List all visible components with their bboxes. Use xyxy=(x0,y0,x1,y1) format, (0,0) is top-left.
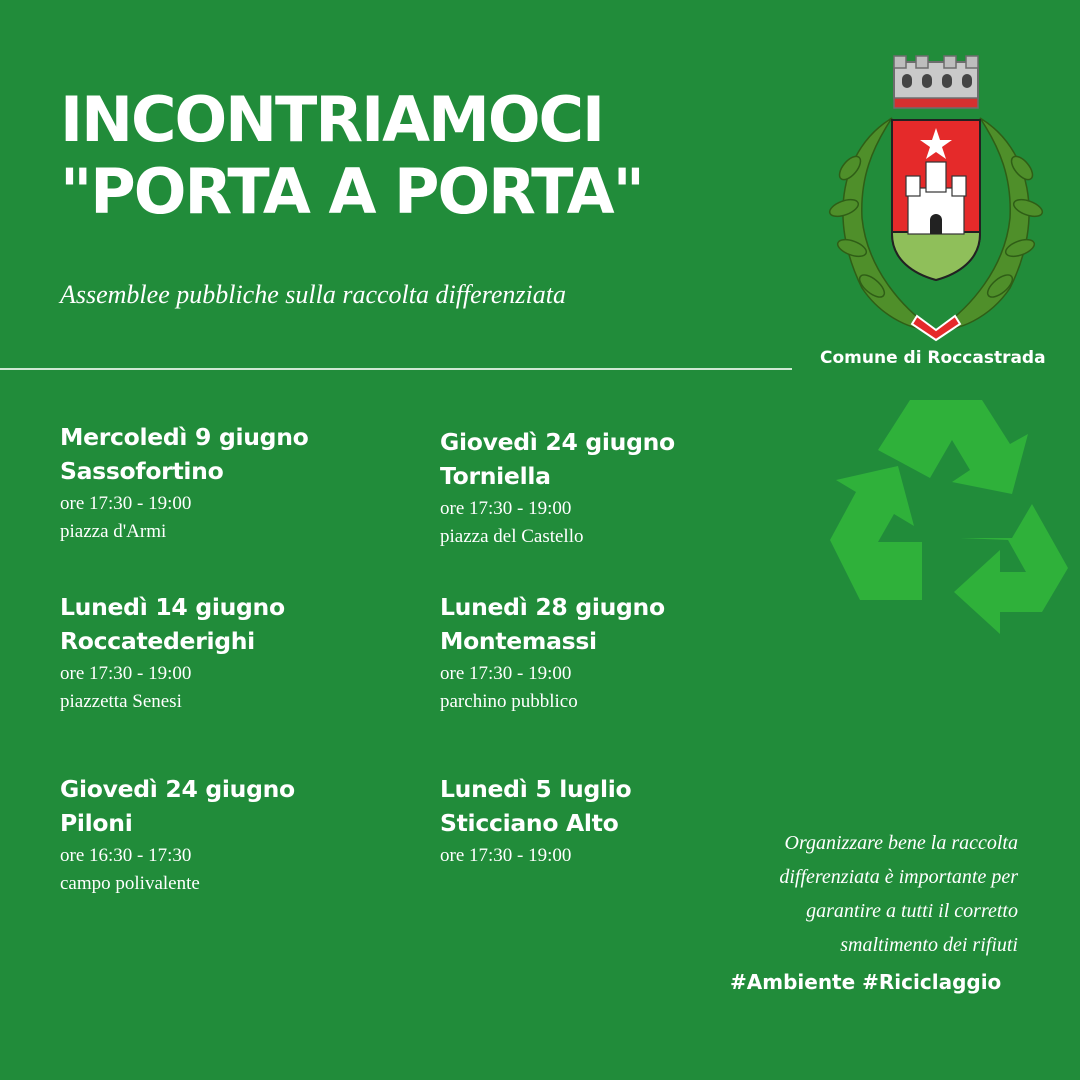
note-line: Organizzare bene la raccolta xyxy=(784,832,1018,854)
event-location: parchino pubblico xyxy=(440,691,578,712)
event-location: piazzetta Senesi xyxy=(60,691,182,712)
footer-note xyxy=(698,826,1018,962)
event-place: Torniella xyxy=(440,462,551,490)
event-place: Sticciano Alto xyxy=(440,809,619,837)
event-card xyxy=(60,590,420,716)
event-card xyxy=(60,420,420,546)
note-line: smaltimento dei rifiuti xyxy=(840,934,1018,956)
subtitle: Assemblee pubbliche sulla raccolta differenziata xyxy=(60,280,566,309)
event-place: Sassofortino xyxy=(60,457,224,485)
event-place: Piloni xyxy=(60,809,133,837)
event-date: Lunedì 14 giugno xyxy=(60,593,285,621)
event-time: ore 16:30 - 17:30 xyxy=(60,845,192,866)
town-crest-icon xyxy=(822,48,1050,348)
divider xyxy=(0,368,792,370)
event-time: ore 17:30 - 19:00 xyxy=(440,663,572,684)
logo-caption: Comune di Roccastrada xyxy=(820,348,1046,368)
event-date: Lunedì 28 giugno xyxy=(440,593,665,621)
page-title xyxy=(60,84,643,228)
note-line: differenziata è importante per xyxy=(779,866,1018,888)
event-time: ore 17:30 - 19:00 xyxy=(440,498,572,519)
recycle-icon xyxy=(822,392,1072,642)
title-line-1: INCONTRIAMOCI xyxy=(60,83,604,156)
title-line-2: "PORTA A PORTA" xyxy=(60,155,643,228)
event-card xyxy=(440,590,800,716)
event-location: campo polivalente xyxy=(60,873,200,894)
event-place: Roccatederighi xyxy=(60,627,255,655)
event-time: ore 17:30 - 19:00 xyxy=(440,845,572,866)
event-date: Lunedì 5 luglio xyxy=(440,775,632,803)
hashtags: #Ambiente #Riciclaggio xyxy=(730,970,1002,994)
note-line: garantire a tutti il corretto xyxy=(806,900,1018,922)
event-date: Giovedì 24 giugno xyxy=(60,775,295,803)
event-card xyxy=(60,772,420,898)
event-time: ore 17:30 - 19:00 xyxy=(60,663,192,684)
event-card xyxy=(440,425,800,551)
event-location: piazza d'Armi xyxy=(60,521,167,542)
event-time: ore 17:30 - 19:00 xyxy=(60,493,192,514)
event-date: Giovedì 24 giugno xyxy=(440,428,675,456)
event-date: Mercoledì 9 giugno xyxy=(60,423,309,451)
event-place: Montemassi xyxy=(440,627,597,655)
event-location: piazza del Castello xyxy=(440,526,584,547)
